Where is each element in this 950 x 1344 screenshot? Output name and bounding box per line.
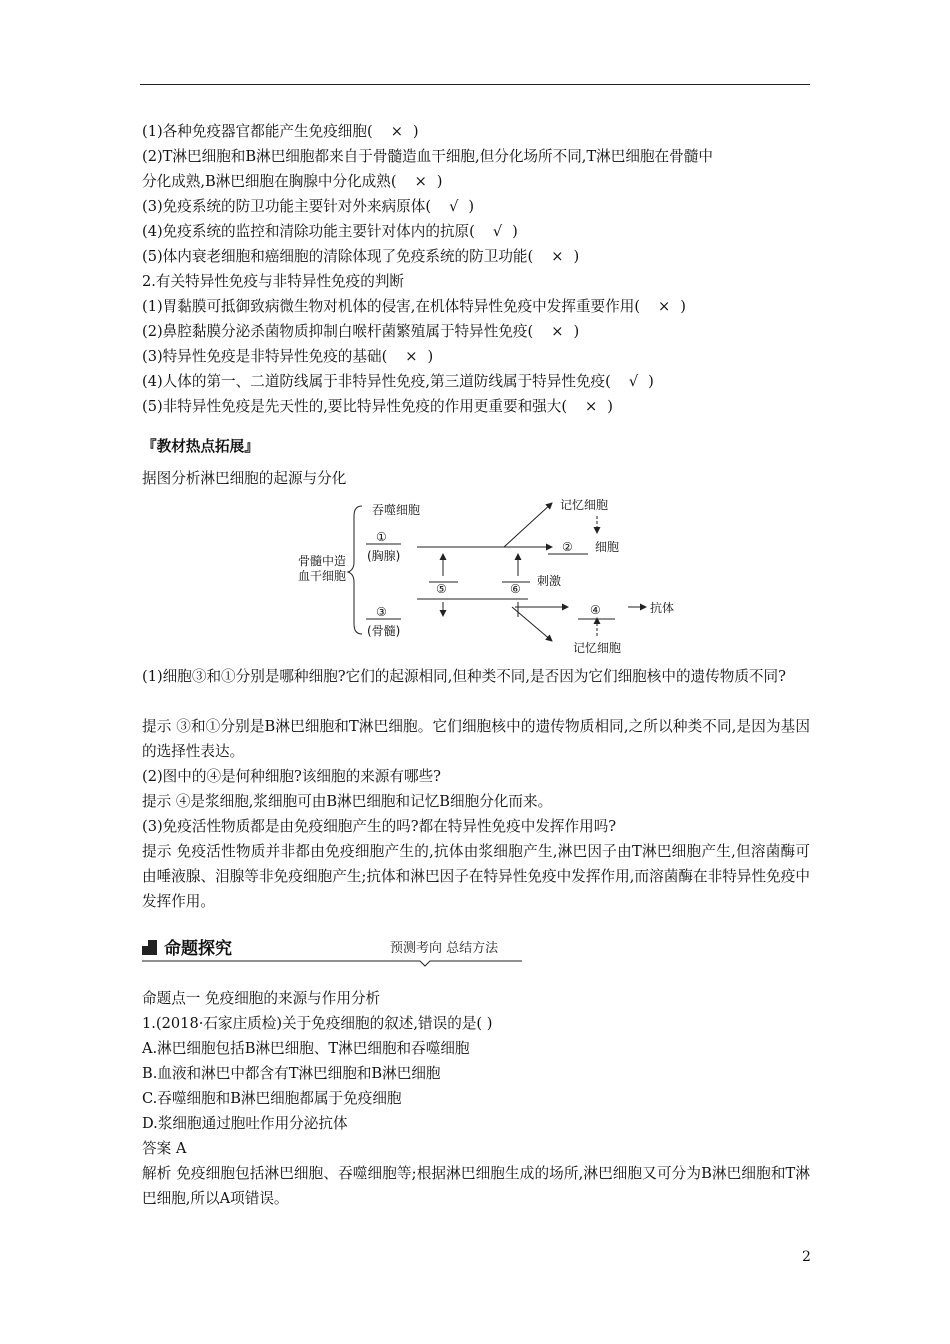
n2-label: ② xyxy=(562,540,573,554)
n2-text: 细胞 xyxy=(595,540,620,554)
judgment-2-title: 2.有关特异性免疫与非特异性免疫的判断 xyxy=(142,273,405,290)
n5-label: ⑤ xyxy=(436,582,447,596)
section-tagline: 预测考向 总结方法 xyxy=(390,941,499,956)
answer-3: 提示 免疫活性物质并非都由免疫细胞产生的,抗体由浆细胞产生,淋巴因子由T淋巴细胞产生,但溶菌酶可由唾液腺、泪腺等非免疫细胞产生;抗体和淋巴因子在特异性免疫中发挥作用,而溶菌酶在非特异性免疫中发挥作用。 xyxy=(142,843,810,910)
judgment-1-5: (5)体内衰老细胞和癌细胞的清除体现了免疫系统的防卫功能( × ) xyxy=(142,248,580,265)
judgment-1-2: (2)T淋巴细胞和B淋巴细胞都来自于骨髓造血干细胞,但分化场所不同,T淋巴细胞在骨髓中 xyxy=(142,148,713,165)
mcq-option-c: C.吞噬细胞和B淋巴细胞都属于免疫细胞 xyxy=(142,1090,402,1107)
judgment-2-2: (2)鼻腔黏膜分泌杀菌物质抑制白喉杆菌繁殖属于特异性免疫( × ) xyxy=(142,323,580,340)
header-rule xyxy=(140,84,810,85)
judgment-2-5: (5)非特异性免疫是先天性的,要比特异性免疫的作用更重要和强大( × ) xyxy=(142,398,613,415)
answer-1: 提示 ③和①分别是B淋巴细胞和T淋巴细胞。它们细胞核中的遗传物质相同,之所以种类不同,是因为基因的选择性表达。 xyxy=(142,718,810,760)
section-header xyxy=(142,936,522,968)
mcq-option-a: A.淋巴细胞包括B淋巴细胞、T淋巴细胞和吞噬细胞 xyxy=(142,1040,470,1057)
memory-bottom-label: 记忆细胞 xyxy=(573,641,622,655)
n1-label: ① xyxy=(376,530,387,544)
judgment-2-3: (3)特异性免疫是非特异性免疫的基础( × ) xyxy=(142,348,434,365)
n4-label: ④ xyxy=(590,603,601,617)
judgment-1-2-cont: 分化成熟,B淋巴细胞在胸腺中分化成熟( × ) xyxy=(142,173,443,190)
judgment-1-1: (1)各种免疫器官都能产生免疫细胞( × ) xyxy=(142,123,419,140)
mcq-answer: 答案 A xyxy=(142,1140,187,1157)
memory-top-label: 记忆细胞 xyxy=(560,498,609,512)
question-3: (3)免疫活性物质都是由免疫细胞产生的吗?都在特异性免疫中发挥作用吗? xyxy=(142,818,617,835)
phagocyte-label: 吞噬细胞 xyxy=(372,503,421,517)
judgment-2-4: (4)人体的第一、二道防线属于非特异性免疫,第三道防线属于特异性免疫( √ ) xyxy=(142,373,654,390)
mcq-stem: 1.(2018·石家庄质检)关于免疫细胞的叙述,错误的是( ) xyxy=(142,1015,493,1032)
stimulus-label: 刺激 xyxy=(537,574,562,588)
expansion-intro: 据图分析淋巴细胞的起源与分化 xyxy=(142,470,347,487)
source-line-1: 骨髓中造 xyxy=(298,554,347,568)
question-2: (2)图中的④是何种细胞?该细胞的来源有哪些? xyxy=(142,768,442,785)
lymphocyte-diagram xyxy=(290,496,690,656)
antibody-label: 抗体 xyxy=(650,601,675,615)
page-number: 2 xyxy=(802,1249,811,1265)
judgment-2-1: (1)胃黏膜可抵御致病微生物对机体的侵害,在机体特异性免疫中发挥重要作用( × ) xyxy=(142,298,686,315)
memory-top-arrow xyxy=(504,503,552,547)
judgment-1-4: (4)免疫系统的监控和清除功能主要针对体内的抗原( √ ) xyxy=(142,223,518,240)
mcq-option-d: D.浆细胞通过胞吐作用分泌抗体 xyxy=(142,1115,348,1132)
point-title: 命题点一 免疫细胞的来源与作用分析 xyxy=(142,990,381,1007)
question-1: (1)细胞③和①分别是哪种细胞?它们的起源相同,但种类不同,是否因为它们细胞核中的遗传物质不同? xyxy=(142,668,786,685)
mcq-option-b: B.血液和淋巴中都含有T淋巴细胞和B淋巴细胞 xyxy=(142,1065,441,1082)
brace xyxy=(348,506,362,634)
n3-label: ③ xyxy=(376,605,387,619)
n3-place: (骨髓) xyxy=(367,624,401,638)
mcq-analysis: 解析 免疫细胞包括淋巴细胞、吞噬细胞等;根据淋巴细胞生成的场所,淋巴细胞又可分为B淋巴细胞和T淋巴细胞,所以A项错误。 xyxy=(142,1165,810,1207)
expansion-heading: 『教材热点拓展』 xyxy=(142,438,259,455)
section-title: 命题探究 xyxy=(164,939,232,959)
source-line-2: 血干细胞 xyxy=(298,569,347,583)
answer-2: 提示 ④是浆细胞,浆细胞可由B淋巴细胞和记忆B细胞分化而来。 xyxy=(142,793,553,810)
n1-place: (胸腺) xyxy=(367,549,401,563)
judgment-1-3: (3)免疫系统的防卫功能主要针对外来病原体( √ ) xyxy=(142,198,475,215)
n6-label: ⑥ xyxy=(510,582,521,596)
